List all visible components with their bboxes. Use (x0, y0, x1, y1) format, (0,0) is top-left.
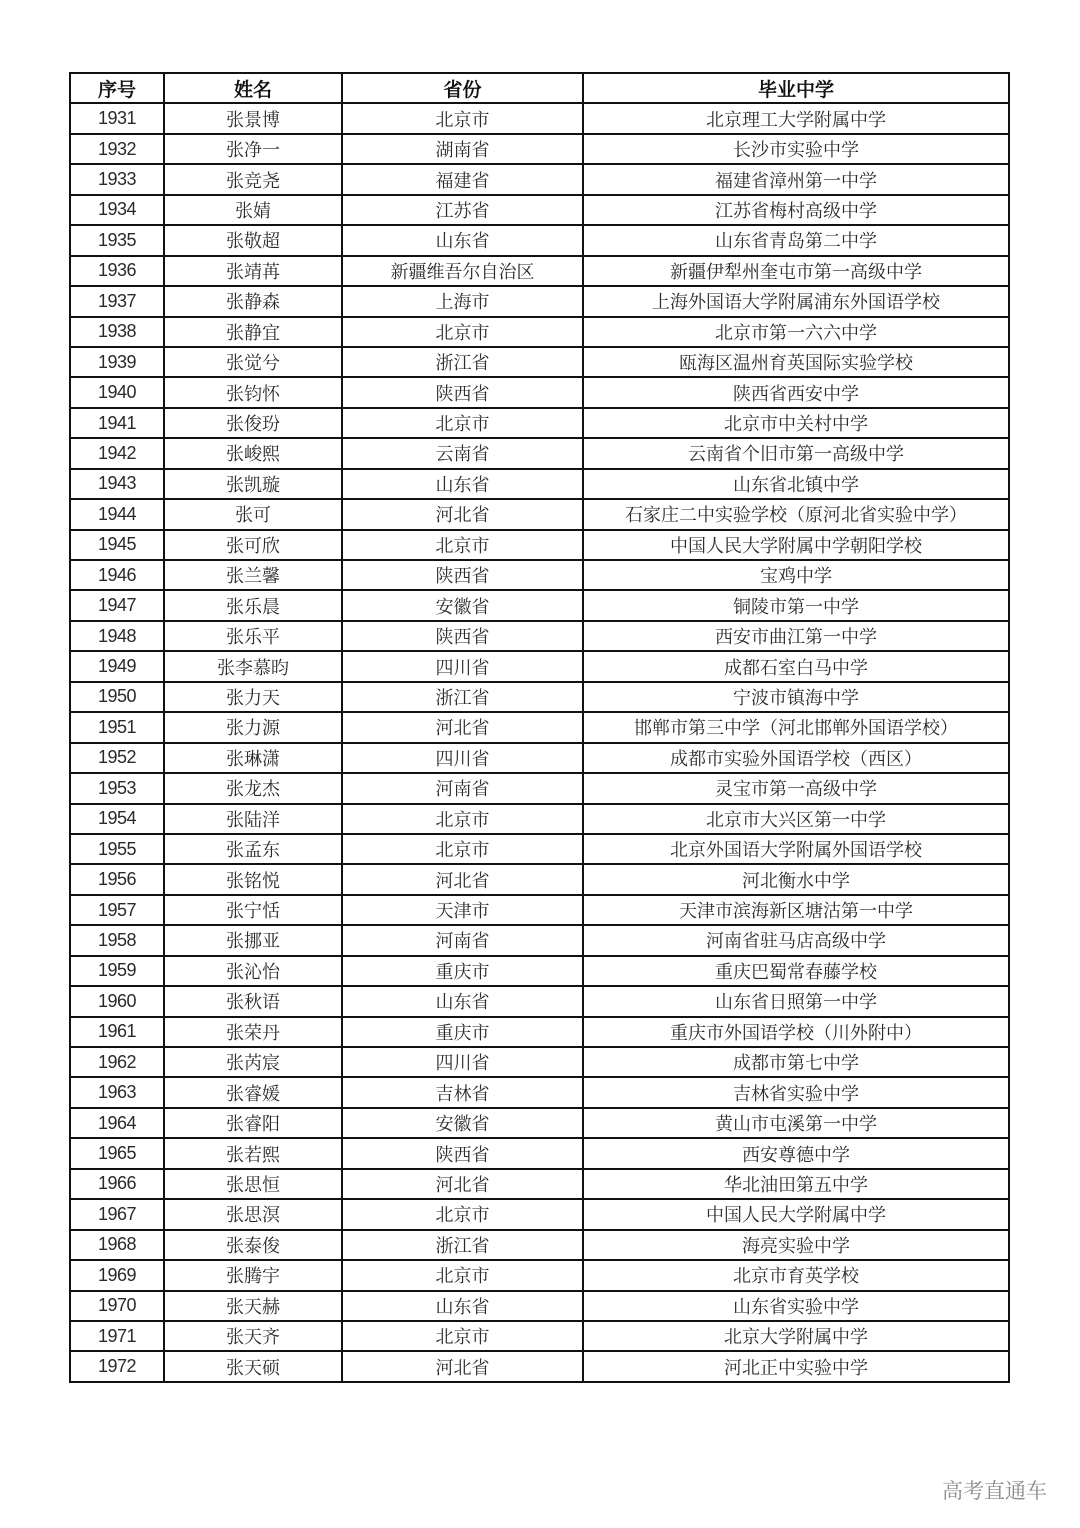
cell-serial-number: 1971 (70, 1321, 164, 1351)
table-row (70, 377, 1009, 407)
cell-serial-number: 1934 (70, 195, 164, 225)
cell-high-school: 北京市大兴区第一中学 (583, 804, 1009, 834)
cell-province: 重庆市 (342, 1017, 583, 1047)
cell-province: 上海市 (342, 286, 583, 316)
cell-province: 河北省 (342, 712, 583, 742)
table-row (70, 986, 1009, 1016)
table-row (70, 1321, 1009, 1351)
cell-high-school: 石家庄二中实验学校（原河北省实验中学） (583, 499, 1009, 529)
cell-province: 河北省 (342, 1351, 583, 1381)
table-row (70, 256, 1009, 286)
table-row (70, 682, 1009, 712)
table-row (70, 743, 1009, 773)
cell-name: 张泰俊 (164, 1230, 342, 1260)
cell-serial-number: 1962 (70, 1047, 164, 1077)
watermark-text: 高考直通车 (942, 1479, 1047, 1503)
cell-serial-number: 1964 (70, 1108, 164, 1138)
cell-name: 张秋语 (164, 986, 342, 1016)
cell-high-school: 重庆巴蜀常春藤学校 (583, 956, 1009, 986)
cell-name: 张若熙 (164, 1138, 342, 1168)
cell-name: 张睿媛 (164, 1077, 342, 1107)
cell-name: 张天赫 (164, 1291, 342, 1321)
table-row (70, 590, 1009, 620)
table-row (70, 134, 1009, 164)
table-row (70, 469, 1009, 499)
cell-serial-number: 1949 (70, 651, 164, 681)
table-row (70, 438, 1009, 468)
cell-serial-number: 1958 (70, 925, 164, 955)
table-row (70, 804, 1009, 834)
cell-high-school: 江苏省梅村高级中学 (583, 195, 1009, 225)
cell-province: 新疆维吾尔自治区 (342, 256, 583, 286)
cell-high-school: 山东省日照第一中学 (583, 986, 1009, 1016)
cell-name: 张陆洋 (164, 804, 342, 834)
table-row (70, 925, 1009, 955)
cell-province: 重庆市 (342, 956, 583, 986)
cell-high-school: 重庆市外国语学校（川外附中） (583, 1017, 1009, 1047)
cell-name: 张婧 (164, 195, 342, 225)
cell-name: 张景博 (164, 103, 342, 133)
cell-name: 张睿阳 (164, 1108, 342, 1138)
cell-high-school: 北京市育英学校 (583, 1260, 1009, 1290)
table-row (70, 1108, 1009, 1138)
cell-province: 安徽省 (342, 1108, 583, 1138)
cell-province: 北京市 (342, 317, 583, 347)
cell-province: 四川省 (342, 743, 583, 773)
table-row (70, 1291, 1009, 1321)
header-serial-number: 序号 (70, 73, 164, 103)
cell-province: 陕西省 (342, 560, 583, 590)
cell-province: 河北省 (342, 1169, 583, 1199)
cell-high-school: 北京理工大学附属中学 (583, 103, 1009, 133)
cell-serial-number: 1946 (70, 560, 164, 590)
cell-serial-number: 1931 (70, 103, 164, 133)
cell-province: 四川省 (342, 1047, 583, 1077)
table-row (70, 773, 1009, 803)
table-row (70, 317, 1009, 347)
cell-province: 北京市 (342, 103, 583, 133)
cell-serial-number: 1970 (70, 1291, 164, 1321)
cell-serial-number: 1955 (70, 834, 164, 864)
cell-name: 张凯璇 (164, 469, 342, 499)
cell-name: 张觉兮 (164, 347, 342, 377)
cell-serial-number: 1954 (70, 804, 164, 834)
cell-province: 河北省 (342, 499, 583, 529)
table-row (70, 895, 1009, 925)
cell-serial-number: 1968 (70, 1230, 164, 1260)
cell-name: 张思溟 (164, 1199, 342, 1229)
table-row (70, 1169, 1009, 1199)
table-row (70, 164, 1009, 194)
cell-high-school: 宝鸡中学 (583, 560, 1009, 590)
cell-serial-number: 1972 (70, 1351, 164, 1381)
cell-serial-number: 1956 (70, 864, 164, 894)
cell-high-school: 邯郸市第三中学（河北邯郸外国语学校） (583, 712, 1009, 742)
cell-province: 北京市 (342, 408, 583, 438)
table-row (70, 864, 1009, 894)
cell-name: 张沁怡 (164, 956, 342, 986)
cell-high-school: 成都石室白马中学 (583, 651, 1009, 681)
cell-serial-number: 1940 (70, 377, 164, 407)
cell-serial-number: 1933 (70, 164, 164, 194)
cell-name: 张力源 (164, 712, 342, 742)
table-row (70, 1047, 1009, 1077)
cell-province: 安徽省 (342, 590, 583, 620)
cell-high-school: 河南省驻马店高级中学 (583, 925, 1009, 955)
cell-serial-number: 1935 (70, 225, 164, 255)
cell-serial-number: 1959 (70, 956, 164, 986)
cell-province: 山东省 (342, 469, 583, 499)
cell-serial-number: 1952 (70, 743, 164, 773)
cell-province: 山东省 (342, 225, 583, 255)
cell-high-school: 河北正中实验中学 (583, 1351, 1009, 1381)
cell-province: 湖南省 (342, 134, 583, 164)
cell-serial-number: 1953 (70, 773, 164, 803)
table-row (70, 834, 1009, 864)
cell-name: 张乐晨 (164, 590, 342, 620)
cell-name: 张天硕 (164, 1351, 342, 1381)
cell-name: 张竞尧 (164, 164, 342, 194)
cell-name: 张琳潇 (164, 743, 342, 773)
cell-high-school: 山东省青岛第二中学 (583, 225, 1009, 255)
cell-high-school: 新疆伊犁州奎屯市第一高级中学 (583, 256, 1009, 286)
table-row (70, 408, 1009, 438)
header-high-school: 毕业中学 (583, 73, 1009, 103)
cell-province: 河北省 (342, 864, 583, 894)
cell-high-school: 瓯海区温州育英国际实验学校 (583, 347, 1009, 377)
table-row (70, 651, 1009, 681)
cell-province: 北京市 (342, 804, 583, 834)
cell-high-school: 中国人民大学附属中学 (583, 1199, 1009, 1229)
cell-province: 浙江省 (342, 347, 583, 377)
cell-name: 张静宜 (164, 317, 342, 347)
table-row (70, 195, 1009, 225)
cell-high-school: 陕西省西安中学 (583, 377, 1009, 407)
table-header-row (70, 73, 1009, 103)
cell-high-school: 铜陵市第一中学 (583, 590, 1009, 620)
cell-name: 张芮宸 (164, 1047, 342, 1077)
table-row (70, 1199, 1009, 1229)
table-row (70, 621, 1009, 651)
cell-name: 张荣丹 (164, 1017, 342, 1047)
table-row (70, 1351, 1009, 1381)
cell-high-school: 河北衡水中学 (583, 864, 1009, 894)
cell-high-school: 山东省北镇中学 (583, 469, 1009, 499)
cell-serial-number: 1969 (70, 1260, 164, 1290)
cell-province: 河南省 (342, 925, 583, 955)
cell-province: 浙江省 (342, 682, 583, 712)
cell-province: 浙江省 (342, 1230, 583, 1260)
cell-name: 张宁恬 (164, 895, 342, 925)
cell-serial-number: 1941 (70, 408, 164, 438)
cell-high-school: 山东省实验中学 (583, 1291, 1009, 1321)
cell-high-school: 灵宝市第一高级中学 (583, 773, 1009, 803)
cell-province: 山东省 (342, 986, 583, 1016)
cell-high-school: 华北油田第五中学 (583, 1169, 1009, 1199)
cell-high-school: 北京市第一六六中学 (583, 317, 1009, 347)
cell-name: 张孟东 (164, 834, 342, 864)
cell-province: 北京市 (342, 1321, 583, 1351)
table-row (70, 225, 1009, 255)
table-row (70, 1138, 1009, 1168)
cell-name: 张天齐 (164, 1321, 342, 1351)
cell-name: 张铭悦 (164, 864, 342, 894)
cell-name: 张敬超 (164, 225, 342, 255)
cell-high-school: 海亮实验中学 (583, 1230, 1009, 1260)
cell-name: 张峻熙 (164, 438, 342, 468)
cell-province: 北京市 (342, 1199, 583, 1229)
cell-high-school: 天津市滨海新区塘沽第一中学 (583, 895, 1009, 925)
table-row (70, 1077, 1009, 1107)
cell-high-school: 黄山市屯溪第一中学 (583, 1108, 1009, 1138)
table-row (70, 1260, 1009, 1290)
cell-serial-number: 1939 (70, 347, 164, 377)
cell-high-school: 上海外国语大学附属浦东外国语学校 (583, 286, 1009, 316)
cell-province: 山东省 (342, 1291, 583, 1321)
cell-serial-number: 1938 (70, 317, 164, 347)
cell-province: 北京市 (342, 530, 583, 560)
table-body (70, 103, 1009, 1381)
cell-high-school: 福建省漳州第一中学 (583, 164, 1009, 194)
cell-name: 张可欣 (164, 530, 342, 560)
cell-serial-number: 1947 (70, 590, 164, 620)
cell-name: 张靖苒 (164, 256, 342, 286)
cell-high-school: 中国人民大学附属中学朝阳学校 (583, 530, 1009, 560)
cell-serial-number: 1957 (70, 895, 164, 925)
table-row (70, 956, 1009, 986)
table-row (70, 347, 1009, 377)
cell-province: 北京市 (342, 1260, 583, 1290)
cell-serial-number: 1937 (70, 286, 164, 316)
table-row (70, 712, 1009, 742)
cell-serial-number: 1961 (70, 1017, 164, 1047)
cell-serial-number: 1966 (70, 1169, 164, 1199)
table-row (70, 530, 1009, 560)
cell-serial-number: 1942 (70, 438, 164, 468)
cell-province: 陕西省 (342, 377, 583, 407)
cell-name: 张腾宇 (164, 1260, 342, 1290)
cell-province: 陕西省 (342, 621, 583, 651)
table-row (70, 1230, 1009, 1260)
cell-province: 云南省 (342, 438, 583, 468)
cell-high-school: 长沙市实验中学 (583, 134, 1009, 164)
cell-province: 四川省 (342, 651, 583, 681)
cell-province: 北京市 (342, 834, 583, 864)
cell-serial-number: 1950 (70, 682, 164, 712)
cell-high-school: 西安尊德中学 (583, 1138, 1009, 1168)
cell-province: 福建省 (342, 164, 583, 194)
cell-name: 张乐平 (164, 621, 342, 651)
cell-serial-number: 1965 (70, 1138, 164, 1168)
cell-high-school: 云南省个旧市第一高级中学 (583, 438, 1009, 468)
cell-high-school: 成都市第七中学 (583, 1047, 1009, 1077)
table-row (70, 560, 1009, 590)
cell-serial-number: 1948 (70, 621, 164, 651)
cell-name: 张俊玢 (164, 408, 342, 438)
cell-province: 陕西省 (342, 1138, 583, 1168)
student-list-table (69, 72, 1010, 1383)
cell-province: 天津市 (342, 895, 583, 925)
cell-serial-number: 1951 (70, 712, 164, 742)
header-province: 省份 (342, 73, 583, 103)
table-row (70, 499, 1009, 529)
cell-serial-number: 1944 (70, 499, 164, 529)
header-name: 姓名 (164, 73, 342, 103)
cell-name: 张静森 (164, 286, 342, 316)
cell-high-school: 成都市实验外国语学校（西区） (583, 743, 1009, 773)
cell-high-school: 宁波市镇海中学 (583, 682, 1009, 712)
cell-serial-number: 1960 (70, 986, 164, 1016)
cell-name: 张挪亚 (164, 925, 342, 955)
cell-name: 张净一 (164, 134, 342, 164)
cell-high-school: 北京市中关村中学 (583, 408, 1009, 438)
cell-high-school: 北京外国语大学附属外国语学校 (583, 834, 1009, 864)
cell-serial-number: 1943 (70, 469, 164, 499)
cell-high-school: 吉林省实验中学 (583, 1077, 1009, 1107)
cell-name: 张钧怀 (164, 377, 342, 407)
cell-name: 张兰馨 (164, 560, 342, 590)
table-row (70, 1017, 1009, 1047)
cell-serial-number: 1967 (70, 1199, 164, 1229)
cell-high-school: 西安市曲江第一中学 (583, 621, 1009, 651)
cell-name: 张龙杰 (164, 773, 342, 803)
cell-province: 河南省 (342, 773, 583, 803)
student-list-table-container (69, 72, 1008, 1383)
cell-high-school: 北京大学附属中学 (583, 1321, 1009, 1351)
table-row (70, 286, 1009, 316)
table-row (70, 103, 1009, 133)
cell-province: 江苏省 (342, 195, 583, 225)
cell-province: 吉林省 (342, 1077, 583, 1107)
cell-serial-number: 1932 (70, 134, 164, 164)
cell-serial-number: 1945 (70, 530, 164, 560)
cell-name: 张力天 (164, 682, 342, 712)
cell-name: 张可 (164, 499, 342, 529)
cell-name: 张李慕昀 (164, 651, 342, 681)
cell-name: 张思恒 (164, 1169, 342, 1199)
cell-serial-number: 1936 (70, 256, 164, 286)
cell-serial-number: 1963 (70, 1077, 164, 1107)
